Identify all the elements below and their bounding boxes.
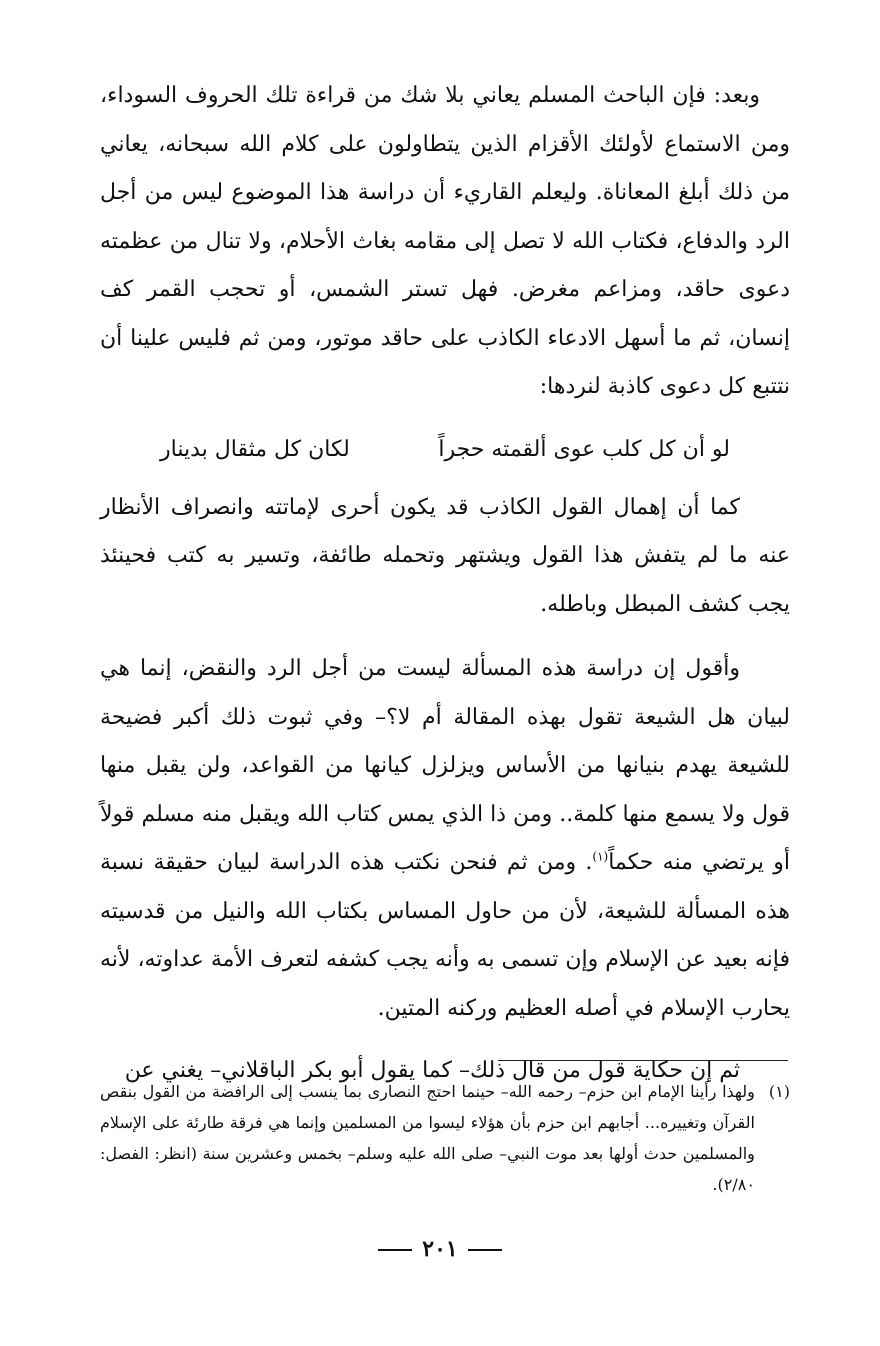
page-number: [0, 1236, 880, 1262]
main-text: [100, 72, 790, 1096]
poetry-verse: [160, 426, 730, 474]
paragraph-baqillani: ثم إن حكاية قول من قال ذلك– كما يقول أبو بكر الباقلاني– يغني عن: [124, 1058, 740, 1083]
paragraph-purpose: [100, 645, 790, 1033]
verse-second-hemistich: لكان كل مثقال بدينار: [160, 436, 350, 462]
dash-left: [468, 1249, 502, 1251]
footnotes-section: [100, 1076, 790, 1200]
footnote-number: (١): [768, 1082, 790, 1101]
verse-first-hemistich: لو أن كل كلب عوى ألقمته حجراً: [438, 436, 730, 462]
page-number-value: ٢٠١: [422, 1236, 458, 1262]
footnote-separator: [498, 1060, 788, 1061]
footnote-reference[interactable]: (١): [592, 849, 609, 864]
paragraph-purpose-part-2: . ومن ثم فنحن نكتب هذه الدراسة لبيان حقيقة نسبة هذه المسألة للشيعة، لأن من حاول المساس بكتاب الله والنيل من قدسيته فإنه بعيد عن الإسلام وإن تسمى به وأنه يجب كشفه لتعرف الأمة عداوته، لأنه يحارب الإسلام في أصله العظيم وركنه المتين.: [100, 850, 790, 1021]
footnote-text: ولهذا رأينا الإمام ابن حزم– رحمه الله– حينما احتج النصارى بما ينسب إلى الرافضة من القول بنقص القرآن وتغييره... أجابهم ابن حزم بأن هؤلاء ليسوا من المسلمين وإنما هي فرقة طارئة على الإسلام والمسلمين حدث أولها بعد موت النبي– صلى الله عليه وسلم– بخمس وعشرين سنة (انظر: الفصل: ٢/٨٠).: [100, 1082, 755, 1194]
paragraph-purpose-part-1: وأقول إن دراسة هذه المسألة ليست من أجل الرد والنقض، إنما هي لبيان هل الشيعة تقول بهذه المقالة أم لا؟– وفي ثبوت ذلك أكبر فضيحة للشيعة يهدم بنيانها من الأساس ويزلزل كيانها من القواعد، ولن يقبل منها قول ولا يسمع منها كلمة.. ومن ذا الذي يمس كتاب الله ويقبل منه مسلم قولاً أو يرتضي منه حكماً: [100, 656, 790, 875]
footnote-item: [100, 1076, 790, 1200]
dash-right: [378, 1249, 412, 1251]
paragraph-intro: وبعد: فإن الباحث المسلم يعاني بلا شك من قراءة تلك الحروف السوداء، ومن الاستماع لأولئك الأقزام الذين يتطاولون على كلام الله سبحانه، يعاني من ذلك أبلغ المعاناة. وليعلم القاريء أن دراسة هذا الموضوع ليس من أجل الرد والدفاع، فكتاب الله لا تصل إلى مقامه بغاث الأحلام، ولا تنال من عظمته دعوى حاقد، ومزاعم مغرض. فهل تستر الشمس، أو تحجب القمر كف إنسان، ثم ما أسهل الادعاء الكاذب على حاقد موتور، ومن ثم فليس علينا أن نتتبع كل دعوى كاذبة لنردها:: [100, 83, 790, 399]
paragraph-neglect: كما أن إهمال القول الكاذب قد يكون أحرى لإماتته وانصراف الأنظار عنه ما لم يتفش هذا القول ويشتهر وتحمله طائفة، وتسير به كتب فحينئذ يجب كشف المبطل وباطله.: [100, 494, 790, 617]
